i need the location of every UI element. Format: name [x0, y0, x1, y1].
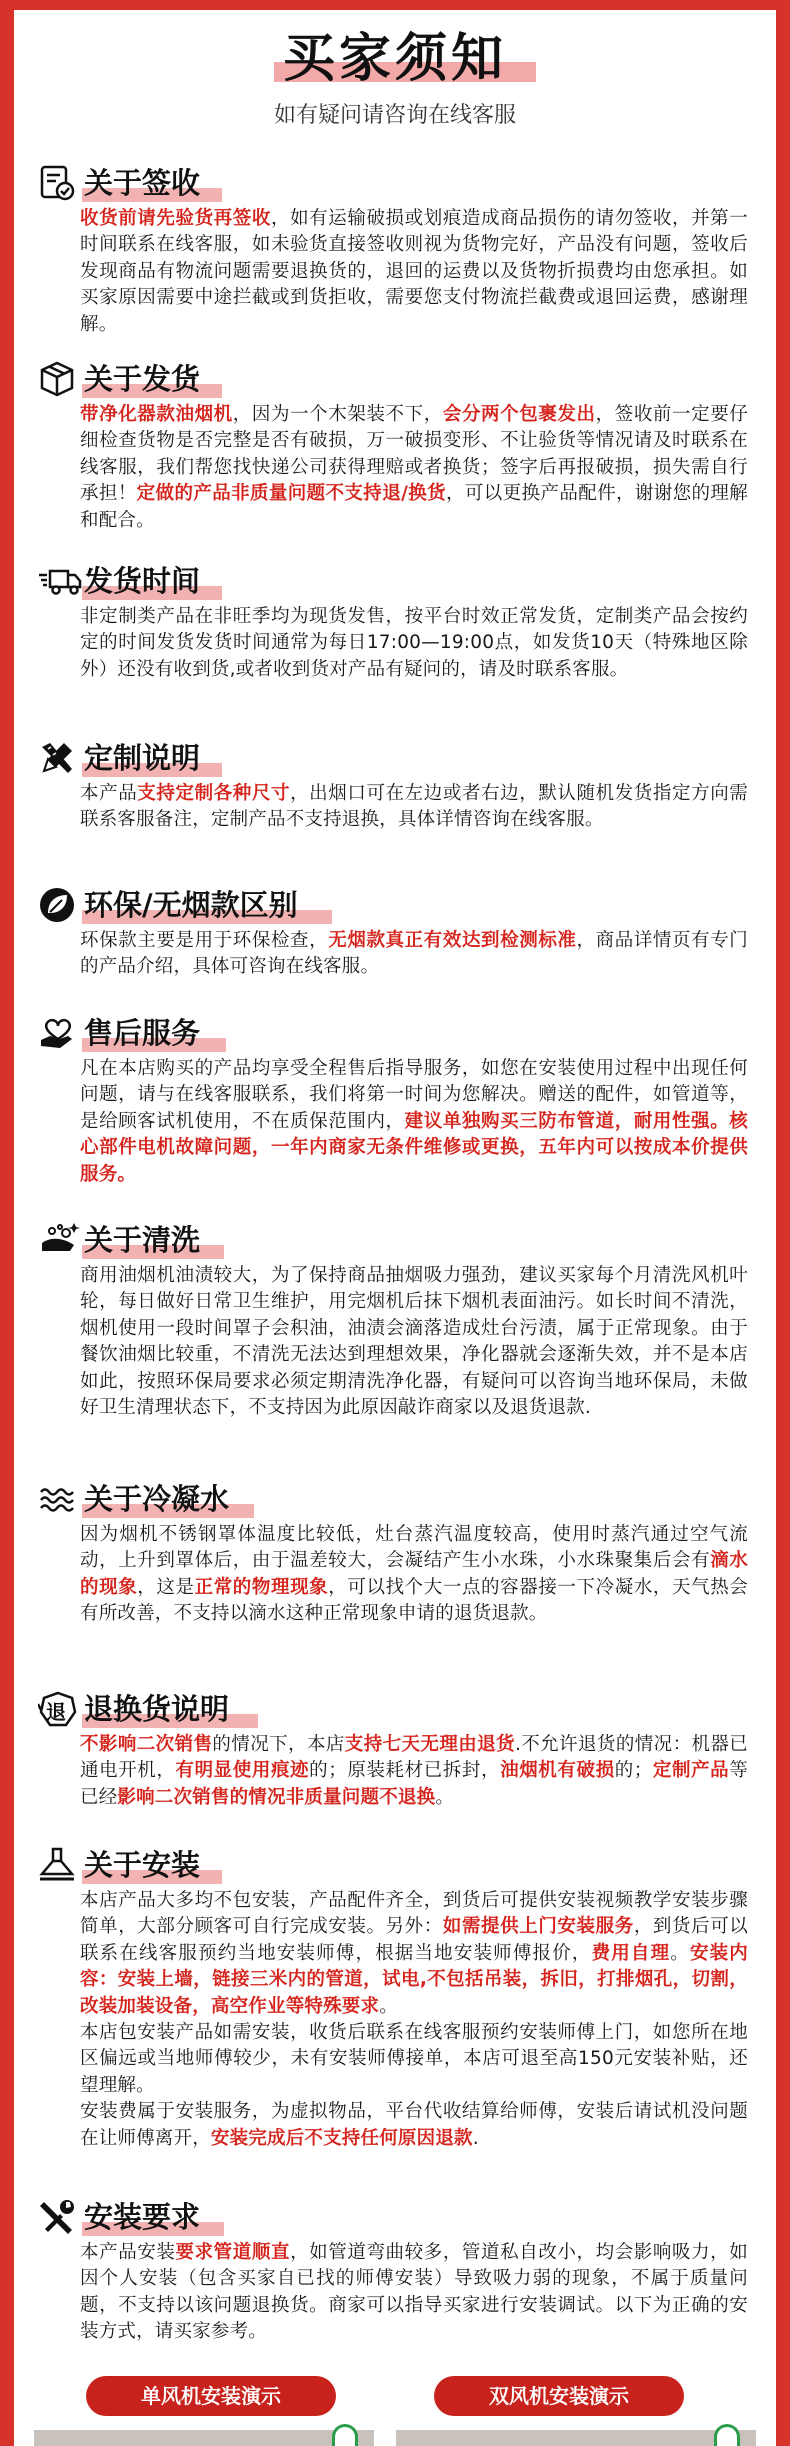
section-header — [38, 1217, 748, 1263]
section-3 — [14, 558, 776, 683]
water-waves-icon — [38, 1480, 76, 1518]
body-text-segment: 的； — [614, 1760, 653, 1782]
page-title: 买家须知 — [282, 29, 507, 89]
highlight-text: 有明显使用痕迹 — [175, 1760, 310, 1782]
delivery-truck-icon — [38, 562, 76, 600]
section-title: 关于安装 — [84, 1848, 201, 1882]
body-text-segment: 的；原装耗材已拆封， — [309, 1760, 501, 1782]
body-text-segment: ，因为一个木架装不下， — [232, 404, 443, 425]
section-body — [80, 1263, 748, 1421]
body-text-segment: 。 — [670, 1942, 690, 1964]
section-11 — [14, 2194, 776, 2346]
highlight-text: 收货前请先验货再签收 — [80, 208, 271, 229]
check-icon — [714, 2424, 740, 2446]
section-body — [80, 2240, 748, 2346]
highlight-text: 会分两个包裹发出 — [442, 404, 596, 425]
section-body — [80, 1732, 748, 1811]
body-text-segment: ，签收前一定要仔细检查货物是否完整是否有破损，万一破损变形、不让验货等情况请及时联系在线客服，我们帮您找快递公司获得理赔或者换货；签字后再报破损，损失需自行承担！ — [80, 404, 748, 505]
highlight-text: 带净化器款油烟机 — [80, 404, 233, 425]
body-text-segment: 本产品 — [80, 783, 138, 804]
highlight-text: 定制产品 — [652, 1760, 730, 1782]
section-body — [80, 928, 748, 981]
page-title-block — [14, 26, 776, 92]
section-title: 退换货说明 — [84, 1692, 230, 1726]
section-header — [38, 1476, 748, 1522]
body-text-segment: 。 — [435, 1786, 455, 1808]
section-body — [80, 604, 748, 683]
body-text-segment: 非定制类产品在非旺季均为现货发售，按平台时效正常发货，定制类产品会按约定的时间发货发货时间通常为每日17:00—19:00点，如发货10天（特殊地区除外）还没有收到货,或者收到货对产品有疑问的，请及时联系客服。 — [80, 606, 748, 680]
highlight-text: 不影响二次销售 — [80, 1734, 213, 1755]
pencil-ruler-icon — [38, 739, 76, 777]
body-text-segment: . — [472, 2127, 479, 2149]
body-text-segment: 安装费属于安装服务，为虚拟物品，平台代收结算给师傅，安装后请试机没问题在让师傅离开， — [80, 2101, 748, 2149]
package-box-icon — [38, 360, 76, 398]
return-badge-icon — [38, 1690, 76, 1728]
body-text-segment: 本产品安装 — [80, 2242, 176, 2263]
body-text-segment: 等已经 — [80, 1760, 748, 1808]
section-header — [38, 1686, 748, 1732]
sign-document-icon — [38, 164, 76, 202]
range-hood-icon — [38, 1846, 76, 1884]
body-text-segment: ，这是 — [137, 1576, 195, 1598]
body-text-segment: ，出烟口可在左边或者右边，默认随机发货指定方向需联系客服备注，定制产品不支持退换，具体详情咨询在线客服。 — [80, 783, 748, 831]
body-text-segment: ，到货后可以联系在线客服预约当地安装师傅，根据当地安装师傅报价， — [80, 1916, 748, 1964]
check-icon — [332, 2424, 358, 2446]
highlight-text: 如需提供上门安装服务 — [442, 1916, 634, 1938]
section-body — [80, 402, 748, 534]
section-title: 定制说明 — [84, 741, 201, 775]
body-text-segment: 环保款主要是用于环保检查， — [80, 930, 329, 951]
highlight-text: 安装内容：安装上墙，链接三米内的管道，试电,不包括吊装，拆旧，打排烟孔，切割，改装加装设备，高空作业等特殊要求 — [80, 1942, 749, 2017]
highlight-text: 油烟机有破损 — [500, 1760, 615, 1782]
section-body — [80, 206, 748, 338]
section-header — [38, 1010, 748, 1056]
tools-wrench-icon — [38, 2198, 76, 2236]
section-title: 关于发货 — [84, 362, 201, 396]
body-text-segment: ，商品详情页有专门的产品介绍，具体可咨询在线客服。 — [80, 930, 749, 978]
highlight-text: 滴水的现象 — [80, 1550, 749, 1598]
section-header — [38, 1842, 748, 1888]
body-text-segment: ，如管道弯曲较多，管道私自改小，均会影响吸力，如因个人安装（包含买家自已找的师傅安装）导致吸力弱的现象，不属于质量问题，不支持以该问题退换货。商家可以指导买家进行安装调试。以下为正确的安装方式，请买家参考。 — [80, 2242, 748, 2343]
section-title: 安装要求 — [84, 2200, 201, 2234]
single-fan-demo-button[interactable]: 单风机安装演示 — [86, 2376, 336, 2416]
highlight-text: 正常的物理现象 — [194, 1576, 329, 1598]
section-header — [38, 558, 748, 604]
body-text-segment: ，如有运输破损或划痕造成商品损伤的请勿签收，并第一时间联系在线客服，如未验货直接签收则视为货物完好，产品没有问题，签收后发现商品有物流问题需要退换货的，退回的运费以及货物折损费均由您承担。如买家原因需要中途拦截或到货拒收，需要您支付物流拦截费或退回运费，感谢理解。 — [80, 208, 748, 335]
section-1 — [14, 160, 776, 338]
highlight-text: 无烟款真正有效达到检测标准 — [328, 930, 577, 951]
body-text-segment: 凡在本店购买的产品均享受全程售后指导服务，如您在安装使用过程中出现任何问题，请与在线客服联系，我们将第一时间为您解决。赠送的配件，如管道等，是给顾客试机使用，不在质保范围内， — [80, 1058, 748, 1132]
single-fan-photo — [34, 2430, 374, 2446]
page-subtitle: 如有疑问请咨询在线客服 — [273, 103, 516, 128]
section-title: 关于清洗 — [84, 1223, 201, 1257]
section-header — [38, 2194, 748, 2240]
highlight-text: 要求管道顺直 — [175, 2242, 291, 2263]
section-header — [38, 735, 748, 781]
section-4 — [14, 735, 776, 834]
highlight-text: 建议单独购买三防布管道，耐用性强。核心部件电机故障问题，一年内商家无条件维修或更换，五年内可以按成本价提供服务。 — [80, 1110, 749, 1185]
section-title: 关于签收 — [84, 166, 201, 200]
body-text-segment: .不允许退货的情况：机器已通电开机， — [80, 1734, 749, 1782]
section-10 — [14, 1842, 776, 2152]
section-7 — [14, 1217, 776, 1421]
heart-hand-icon — [38, 1014, 76, 1052]
icon-label: 退 — [46, 1700, 66, 1724]
body-text-segment: 本店产品大多均不包安装，产品配件齐全，到货后可提供安装视频教学安装步骤简单，大部分顾客可自行完成安装。另外： — [80, 1890, 748, 1938]
highlight-text: 支持七天无理由退货 — [344, 1734, 515, 1755]
highlight-text: 定做的产品非质量问题不支持退/换货 — [136, 483, 446, 505]
double-fan-demo-button[interactable]: 双风机安装演示 — [434, 2376, 684, 2416]
section-title: 关于冷凝水 — [84, 1482, 230, 1516]
section-body — [80, 1056, 748, 1188]
body-text-segment: 因为烟机不锈钢罩体温度比较低，灶台蒸汽温度较高，使用时蒸汽通过空气流动，上升到罩体后，由于温差较大，会凝结产生小水珠，小水珠聚集后会有 — [80, 1524, 748, 1572]
section-2 — [14, 356, 776, 534]
body-text-segment: 商用油烟机油渍较大，为了保持商品抽烟吸力强劲，建议买家每个月清洗风机叶轮，每日做好日常卫生维护，用完烟机后抹下烟机表面油污。如长时间不清洗，烟机使用一段时间罩子会积油，油渍会滴落造成灶台污渍，属于正常现象。由于餐饮油烟比较重，不清洗无法达到理想效果，净化器就会逐渐失效，并不是本店如此，按照环保局要求必须定期清洗净化器，有疑问可以咨询当地环保局，未做好卫生清理状态下，不支持因为此原因敲诈商家以及退货退款. — [80, 1265, 748, 1419]
section-title: 售后服务 — [84, 1016, 201, 1050]
body-text-segment: ，可以更换产品配件，谢谢您的理解和配合。 — [80, 483, 748, 531]
highlight-text: 费用自理 — [591, 1942, 671, 1964]
body-text-segment: 的情况下，本店 — [212, 1734, 345, 1755]
section-title: 发货时间 — [84, 564, 201, 598]
double-fan-photo — [396, 2430, 756, 2446]
section-header — [38, 882, 748, 928]
section-9 — [14, 1686, 776, 1811]
body-text-segment: 本店包安装产品如需安装，收货后联系在线客服预约安装师傅上门，如您所在地区偏远或当地师傅较少，未有安装师傅接单，本店可退至高150元安装补贴，还望理解。 — [80, 2022, 748, 2096]
highlight-text: 支持定制各种尺寸 — [137, 783, 291, 804]
cleaning-hand-icon — [38, 1221, 76, 1259]
eco-leaf-icon — [38, 886, 76, 924]
body-text-segment: ，可以找个大一点的容器接一下冷凝水，天气热会有所改善，不支持以滴水这种正常现象申请的退货退款。 — [80, 1576, 749, 1625]
section-title: 环保/无烟款区别 — [84, 888, 298, 922]
body-text-segment: 。 — [379, 1995, 398, 2017]
notice-page — [14, 10, 776, 2446]
demo-buttons — [14, 2376, 776, 2420]
highlight-text: 安装完成后不支持任何原因退款 — [210, 2127, 473, 2149]
highlight-text: 影响二次销售的情况非质量问题不退换 — [117, 1786, 436, 1808]
section-body — [80, 781, 748, 834]
section-5 — [14, 882, 776, 981]
section-header — [38, 160, 748, 206]
section-header — [38, 356, 748, 402]
section-body — [80, 1888, 748, 2152]
section-8 — [14, 1476, 776, 1628]
section-body — [80, 1522, 748, 1628]
section-6 — [14, 1010, 776, 1188]
